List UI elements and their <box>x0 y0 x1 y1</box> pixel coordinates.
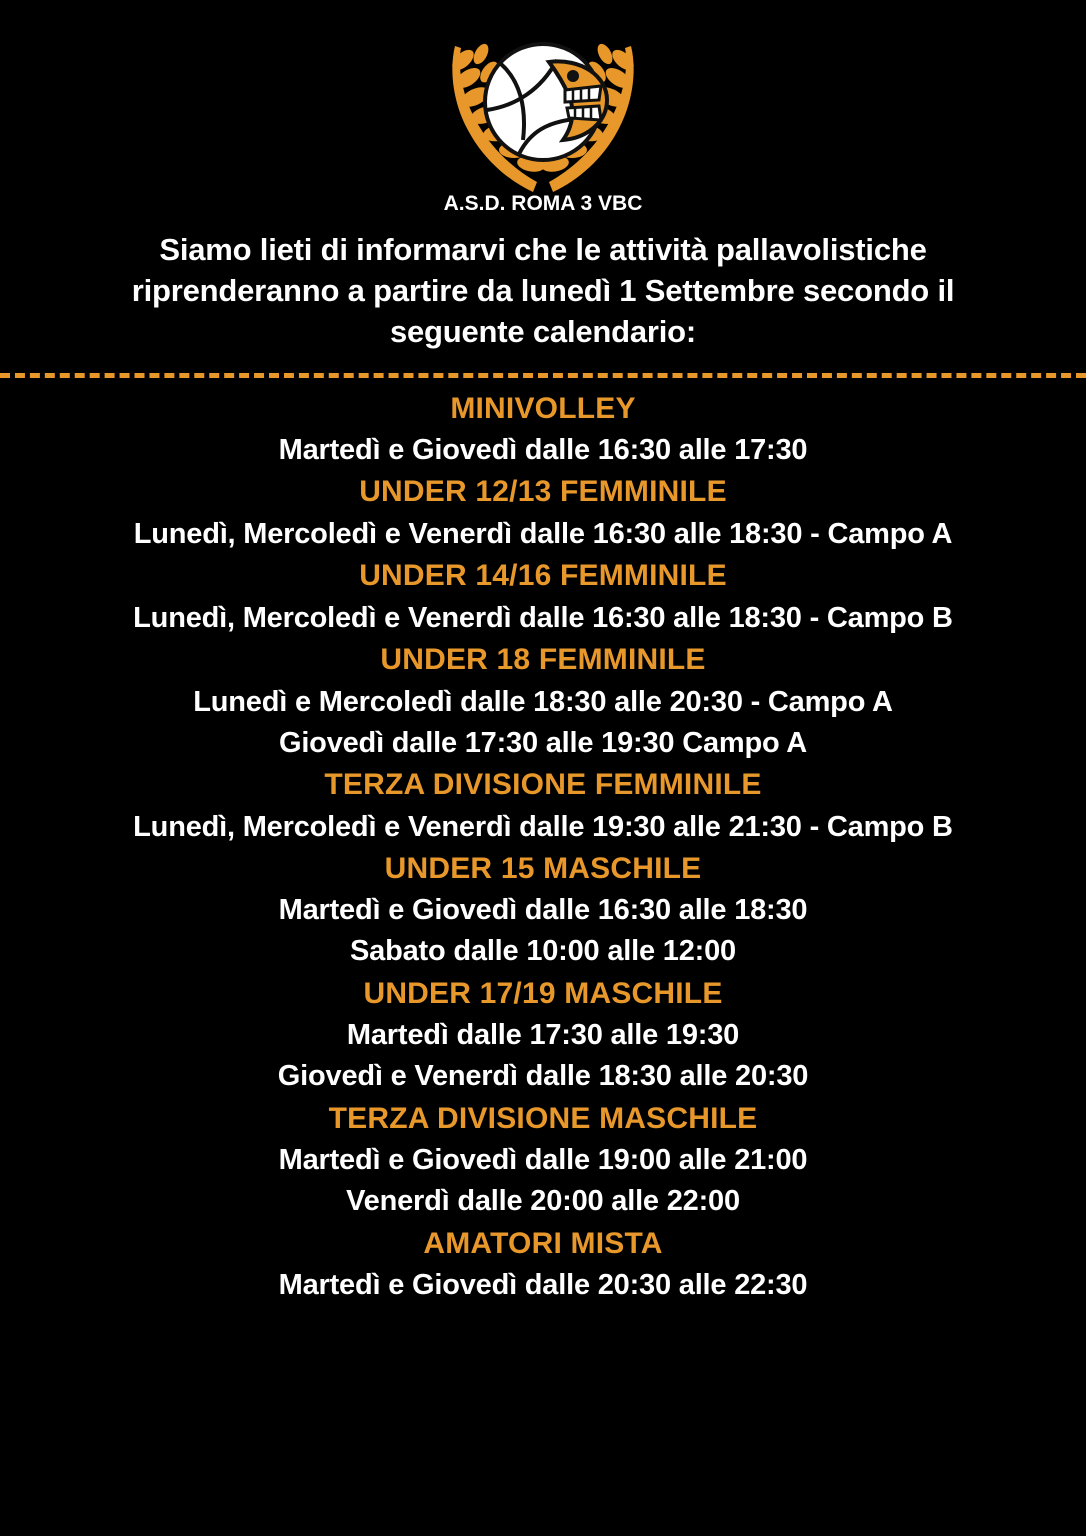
schedule-group <box>0 1098 1086 1223</box>
intro-line-3: seguente calendario: <box>389 313 697 349</box>
schedule-group-line: Venerdì dalle 20:00 alle 22:00 <box>346 1185 740 1218</box>
schedule-group-title: UNDER 14/16 FEMMINILE <box>359 559 727 593</box>
schedule-group-line: Giovedì e Venerdì dalle 18:30 alle 20:30 <box>277 1060 809 1093</box>
volleyball-with-laurel-wreath-icon <box>423 14 663 226</box>
schedule-group-title: UNDER 12/13 FEMMINILE <box>359 475 727 509</box>
club-logo <box>423 14 663 226</box>
schedule-group <box>0 555 1086 639</box>
schedule-group-line: Giovedì dalle 17:30 alle 19:30 Campo A <box>278 726 808 759</box>
schedule-group-line: Martedì e Giovedì dalle 19:00 alle 21:00 <box>278 1144 808 1177</box>
club-name-text: A.S.D. ROMA 3 VBC <box>443 192 643 215</box>
schedule-group-line: Lunedì e Mercoledì dalle 18:30 alle 20:30 - Campo A <box>193 685 893 718</box>
schedule-group-title: AMATORI MISTA <box>423 1226 663 1260</box>
intro-line-2: riprenderanno a partire da lunedì 1 Settembre secondo il <box>131 272 955 308</box>
schedule-group <box>0 388 1086 472</box>
schedule-group-line: Martedì e Giovedì dalle 16:30 alle 17:30 <box>278 434 808 467</box>
schedule-group-line: Lunedì, Mercoledì e Venerdì dalle 16:30 alle 18:30 - Campo B <box>133 601 953 634</box>
schedule-group <box>0 848 1086 973</box>
schedule-group-line: Lunedì, Mercoledì e Venerdì dalle 19:30 alle 21:30 - Campo B <box>133 810 953 843</box>
schedule-group-title: MINIVOLLEY <box>450 391 636 425</box>
schedule-group-line: Martedì e Giovedì dalle 16:30 alle 18:30 <box>278 894 808 927</box>
schedule-group-title: UNDER 15 MASCHILE <box>384 851 702 885</box>
schedule-group <box>0 639 1086 764</box>
schedule-group <box>0 973 1086 1098</box>
schedule-group-title: TERZA DIVISIONE FEMMINILE <box>324 767 762 801</box>
schedule-group <box>0 1223 1086 1307</box>
dashed-divider <box>0 373 1086 378</box>
intro-text <box>63 230 1023 353</box>
intro-line-1: Siamo lieti di informarvi che le attività pallavolistiche <box>159 232 927 267</box>
schedule-group-title: TERZA DIVISIONE MASCHILE <box>328 1101 758 1135</box>
schedule-group-title: UNDER 17/19 MASCHILE <box>363 976 723 1010</box>
schedule-group <box>0 471 1086 555</box>
schedule-group-line: Martedì dalle 17:30 alle 19:30 <box>346 1019 740 1052</box>
schedule-group-line: Lunedì, Mercoledì e Venerdì dalle 16:30 alle 18:30 - Campo A <box>133 518 953 551</box>
schedule-group-line: Sabato dalle 10:00 alle 12:00 <box>350 935 736 968</box>
schedule-group <box>0 764 1086 848</box>
schedule-group-line: Martedì e Giovedì dalle 20:30 alle 22:30 <box>278 1269 808 1302</box>
schedule-list <box>0 388 1086 1307</box>
schedule-group-title: UNDER 18 FEMMINILE <box>380 643 706 677</box>
